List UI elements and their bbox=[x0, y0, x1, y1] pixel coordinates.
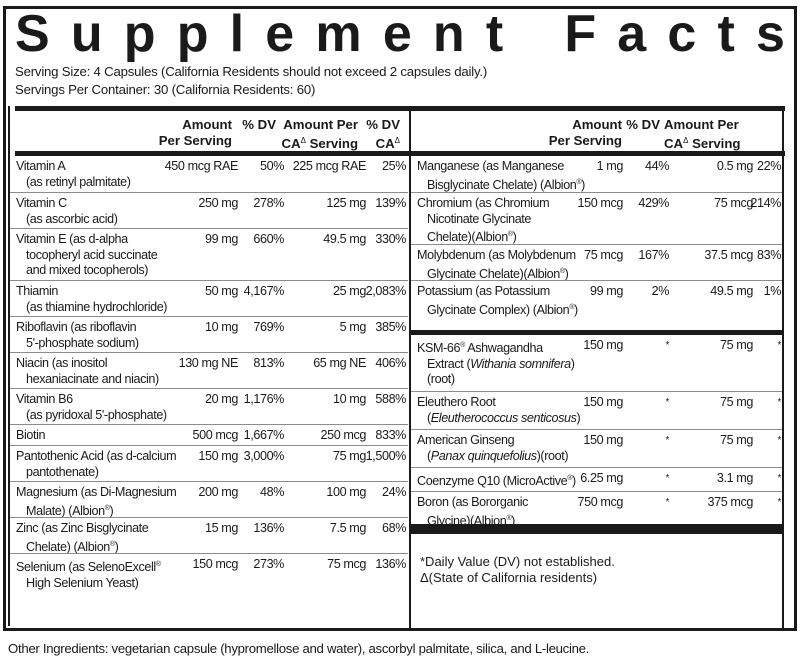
nutrient-name-line: Potassium (as Potassium bbox=[417, 284, 550, 298]
percent-dv: 278% bbox=[253, 196, 284, 210]
percent-dv: 813% bbox=[253, 356, 284, 370]
table-row bbox=[411, 280, 782, 320]
percent-dv: 167% bbox=[638, 248, 669, 262]
nutrient-source-line: (as retinyl palmitate) bbox=[26, 174, 131, 189]
amount-per-serving: 20 mg bbox=[204, 392, 238, 406]
header-top-rule bbox=[15, 106, 785, 111]
title-letter: c bbox=[667, 5, 697, 63]
title-letter: u bbox=[70, 5, 103, 63]
nutrient-source-line: (as thiamine hydrochloride) bbox=[26, 299, 168, 314]
serving-size: Serving Size: 4 Capsules (California Residents should not exceed 2 capsules daily.) bbox=[15, 64, 488, 79]
ca-percent-dv: 22% bbox=[756, 159, 781, 173]
title-letter: p bbox=[176, 5, 209, 63]
table-row bbox=[411, 244, 782, 280]
nutrient-source-line: (Eleutherococcus senticosus) bbox=[427, 410, 581, 425]
amount-per-serving: 500 mcg bbox=[192, 428, 238, 442]
ca-percent-dv: 833% bbox=[375, 428, 406, 442]
ca-percent-dv: 588% bbox=[375, 392, 406, 406]
ca-percent-dv: 83% bbox=[756, 248, 781, 262]
amount-per-serving: 200 mg bbox=[198, 485, 238, 499]
title-letter: t bbox=[485, 5, 504, 63]
amount-per-serving: 99 mg bbox=[204, 232, 238, 246]
nutrient-name-line: Vitamin C bbox=[16, 196, 67, 210]
table-row bbox=[10, 424, 408, 445]
percent-dv: 769% bbox=[253, 320, 284, 334]
percent-dv: * bbox=[665, 340, 669, 351]
ca-percent-dv: * bbox=[777, 435, 781, 446]
nutrient-name-line: Pantothenic Acid (as d-calcium bbox=[16, 449, 177, 463]
nutrient-source-line: (Panax quinquefolius)(root) bbox=[427, 448, 569, 463]
nutrient-name-line: Molybdenum (as Molybdenum bbox=[417, 248, 576, 262]
table-row bbox=[10, 517, 408, 553]
ca-percent-dv: 139% bbox=[375, 196, 406, 210]
title-letter: t bbox=[717, 5, 735, 63]
ca-amount-per-serving: 75 mcg bbox=[327, 557, 366, 571]
amount-per-serving: 1 mg bbox=[596, 159, 623, 173]
percent-dv: 50% bbox=[259, 159, 284, 173]
nutrient-name-line: Niacin (as inositol bbox=[16, 356, 108, 370]
ca-amount-per-serving: 37.5 mcg bbox=[704, 248, 753, 262]
header-amount: Amount Per Serving bbox=[158, 117, 232, 148]
nutrient-source-line: (root) bbox=[427, 372, 455, 386]
amount-per-serving: 750 mcg bbox=[577, 495, 623, 509]
nutrient-name-line: Coenzyme Q10 (MicroActive®) bbox=[417, 474, 576, 488]
ca-amount-per-serving: 5 mg bbox=[339, 320, 366, 334]
ca-amount-per-serving: 10 mg bbox=[332, 392, 366, 406]
nutrient-source-line: Chelate)(Albion®) bbox=[427, 230, 517, 244]
title-letter: e bbox=[382, 5, 412, 63]
table-row bbox=[10, 445, 408, 481]
nutrient-source-line: (as pyridoxal 5'-phosphate) bbox=[26, 407, 167, 422]
nutrient-source-line: hexaniacinate and niacin) bbox=[26, 371, 159, 386]
title-letter: n bbox=[432, 5, 465, 63]
table-row bbox=[411, 491, 782, 529]
table-row bbox=[411, 335, 782, 391]
ca-amount-per-serving: 75 mg bbox=[719, 395, 753, 409]
ca-percent-dv: 24% bbox=[381, 485, 406, 499]
header-amount-right: Amount Per Serving bbox=[548, 117, 622, 148]
amount-per-serving: 150 mg bbox=[583, 338, 623, 352]
title-letter: a bbox=[617, 5, 647, 63]
title-letter: e bbox=[265, 5, 295, 63]
nutrient-name-line: Eleuthero Root bbox=[417, 395, 496, 409]
nutrient-name-line: Boron (as Bororganic bbox=[417, 495, 529, 509]
nutrient-name-line: Vitamin A bbox=[16, 159, 66, 173]
ca-amount-per-serving: 75 mcg bbox=[714, 196, 753, 210]
table-row bbox=[10, 192, 408, 228]
nutrient-name-line: Vitamin B6 bbox=[16, 392, 73, 406]
nutrient-name-line: Magnesium (as Di-Magnesium bbox=[16, 485, 177, 499]
table-row bbox=[411, 156, 782, 192]
amount-per-serving: 99 mg bbox=[589, 284, 623, 298]
amount-per-serving: 6.25 mg bbox=[580, 471, 623, 485]
header-ca-amount-right: Amount Per $CA^\Delta$ Serving bbox=[664, 117, 741, 151]
percent-dv: 3,000% bbox=[243, 449, 284, 463]
percent-dv: 1,667% bbox=[243, 428, 284, 442]
nutrient-name-line: Selenium (as SelenoExcell® bbox=[16, 560, 161, 574]
amount-per-serving: 150 mg bbox=[583, 395, 623, 409]
ca-amount-per-serving: 0.5 mg bbox=[716, 159, 753, 173]
percent-dv: 48% bbox=[259, 485, 284, 499]
ca-amount-per-serving: 49.5 mg bbox=[710, 284, 753, 298]
nutrient-source-line: Glycinate Chelate)(Albion®) bbox=[427, 266, 569, 281]
ca-amount-per-serving: 75 mg bbox=[719, 338, 753, 352]
ca-amount-per-serving: 375 mcg bbox=[707, 495, 753, 509]
ca-percent-dv: 385% bbox=[375, 320, 406, 334]
nutrient-name-line: KSM-66® Ashwagandha bbox=[417, 341, 543, 355]
table-row bbox=[10, 352, 408, 388]
nutrient-name-line: Chromium (as Chromium bbox=[417, 196, 550, 210]
table-row bbox=[411, 391, 782, 429]
nutrient-source-line: Malate) (Albion®) bbox=[26, 503, 114, 518]
ca-amount-per-serving: 25 mg bbox=[332, 284, 366, 298]
nutrient-source-line: and mixed tocopherols) bbox=[26, 263, 149, 277]
ca-percent-dv: * bbox=[777, 397, 781, 408]
nutrient-name-line: Biotin bbox=[16, 428, 46, 442]
amount-per-serving: 150 mcg bbox=[192, 557, 238, 571]
nutrient-source-line: pantothenate) bbox=[26, 464, 99, 479]
amount-per-serving: 150 mcg bbox=[577, 196, 623, 210]
ca-amount-per-serving: 3.1 mg bbox=[716, 471, 753, 485]
ca-amount-per-serving: 75 mg bbox=[332, 449, 366, 463]
other-ingredients: Other Ingredients: vegetarian capsule (hypromellose and water), ascorbyl palmitate, silica, and L-leucine. bbox=[8, 641, 590, 656]
ca-percent-dv: 330% bbox=[375, 232, 406, 246]
footnote-california: Δ(State of California residents) bbox=[420, 570, 598, 585]
servings-per-container: Servings Per Container: 30 (California Residents: 60) bbox=[15, 82, 316, 97]
table-row bbox=[411, 429, 782, 467]
ca-amount-per-serving: 75 mg bbox=[719, 433, 753, 447]
table-row bbox=[10, 481, 408, 517]
title-letter: F bbox=[564, 5, 597, 63]
ca-amount-per-serving: 7.5 mg bbox=[329, 521, 366, 535]
header-ca-dv: % DV $CA^\Delta$ bbox=[366, 117, 400, 151]
footnote-dv: *Daily Value (DV) not established. bbox=[420, 554, 615, 569]
table-right-border bbox=[782, 106, 784, 631]
percent-dv: 660% bbox=[253, 232, 284, 246]
table-row bbox=[10, 228, 408, 280]
amount-per-serving: 130 mg NE bbox=[178, 356, 238, 370]
ca-percent-dv: 406% bbox=[375, 356, 406, 370]
percent-dv: * bbox=[665, 435, 669, 446]
nutrient-name-line: American Ginseng bbox=[417, 433, 515, 447]
nutrient-source-line: High Selenium Yeast) bbox=[26, 575, 139, 590]
table-row bbox=[10, 388, 408, 424]
ca-percent-dv: 214% bbox=[750, 196, 781, 210]
header-ca-amount: Amount Per $CA^\Delta$ Serving bbox=[281, 117, 358, 151]
table-row bbox=[411, 467, 782, 491]
header-dv: % DV bbox=[242, 117, 276, 132]
table-row bbox=[10, 553, 408, 589]
panel-title bbox=[15, 5, 785, 63]
amount-per-serving: 75 mcg bbox=[584, 248, 623, 262]
title-letter: m bbox=[315, 5, 362, 63]
percent-dv: 44% bbox=[644, 159, 669, 173]
table-row bbox=[10, 156, 408, 192]
amount-per-serving: 150 mg bbox=[583, 433, 623, 447]
percent-dv: 429% bbox=[638, 196, 669, 210]
ca-amount-per-serving: 125 mg bbox=[326, 196, 366, 210]
percent-dv: 2% bbox=[651, 284, 669, 298]
header-dv-right: % DV bbox=[626, 117, 660, 132]
percent-dv: * bbox=[665, 473, 669, 484]
ca-percent-dv: * bbox=[777, 340, 781, 351]
percent-dv: * bbox=[665, 397, 669, 408]
nutrient-name-line: Vitamin E (as d-alpha bbox=[16, 232, 128, 246]
nutrient-name-line: Zinc (as Zinc Bisglycinate bbox=[16, 521, 149, 535]
amount-per-serving: 250 mg bbox=[198, 196, 238, 210]
percent-dv: 273% bbox=[253, 557, 284, 571]
nutrient-source-line: Nicotinate Glycinate bbox=[427, 211, 531, 226]
nutrient-name-line: Riboflavin (as riboflavin bbox=[16, 320, 137, 334]
title-letter: p bbox=[123, 5, 156, 63]
nutrient-name-line: Thiamin bbox=[16, 284, 58, 298]
ca-amount-per-serving: 100 mg bbox=[326, 485, 366, 499]
ca-percent-dv: * bbox=[777, 497, 781, 508]
table-row bbox=[411, 192, 782, 244]
amount-per-serving: 10 mg bbox=[204, 320, 238, 334]
title-letter: S bbox=[15, 5, 50, 63]
nutrient-source-line: (as ascorbic acid) bbox=[26, 211, 118, 226]
nutrient-source-line: Bisglycinate Chelate) (Albion®) bbox=[427, 177, 585, 192]
percent-dv: 1,176% bbox=[243, 392, 284, 406]
ca-amount-per-serving: 65 mg NE bbox=[313, 356, 366, 370]
nutrient-source-line: 5'-phosphate sodium) bbox=[26, 335, 139, 350]
amount-per-serving: 50 mg bbox=[204, 284, 238, 298]
ca-percent-dv: 1,500% bbox=[365, 449, 406, 463]
ca-percent-dv: 2,083% bbox=[365, 284, 406, 298]
ca-percent-dv: 25% bbox=[381, 159, 406, 173]
percent-dv: * bbox=[665, 497, 669, 508]
table-row bbox=[10, 316, 408, 352]
table-row bbox=[10, 280, 408, 316]
title-letter: l bbox=[229, 5, 245, 63]
nutrient-name-line: Manganese (as Manganese bbox=[417, 159, 564, 173]
title-letter: s bbox=[755, 5, 785, 63]
nutrient-source-line: Glycine)(Albion®) bbox=[427, 513, 515, 528]
ca-percent-dv: 68% bbox=[381, 521, 406, 535]
nutrient-source-line: Glycinate Complex) (Albion®) bbox=[427, 302, 578, 317]
amount-per-serving: 150 mg bbox=[198, 449, 238, 463]
percent-dv: 136% bbox=[253, 521, 284, 535]
amount-per-serving: 450 mcg RAE bbox=[164, 159, 238, 173]
ca-percent-dv: 136% bbox=[375, 557, 406, 571]
ca-amount-per-serving: 250 mcg bbox=[320, 428, 366, 442]
ca-amount-per-serving: 49.5 mg bbox=[323, 232, 366, 246]
nutrient-source-line: Extract (Withania somnifera) bbox=[427, 356, 575, 371]
ca-amount-per-serving: 225 mcg RAE bbox=[292, 159, 366, 173]
ca-percent-dv: 1% bbox=[763, 284, 781, 298]
amount-per-serving: 15 mg bbox=[204, 521, 238, 535]
nutrient-source-line: tocopheryl acid succinate bbox=[26, 247, 158, 262]
percent-dv: 4,167% bbox=[243, 284, 284, 298]
ca-percent-dv: * bbox=[777, 473, 781, 484]
nutrient-source-line: Chelate) (Albion®) bbox=[26, 539, 119, 554]
